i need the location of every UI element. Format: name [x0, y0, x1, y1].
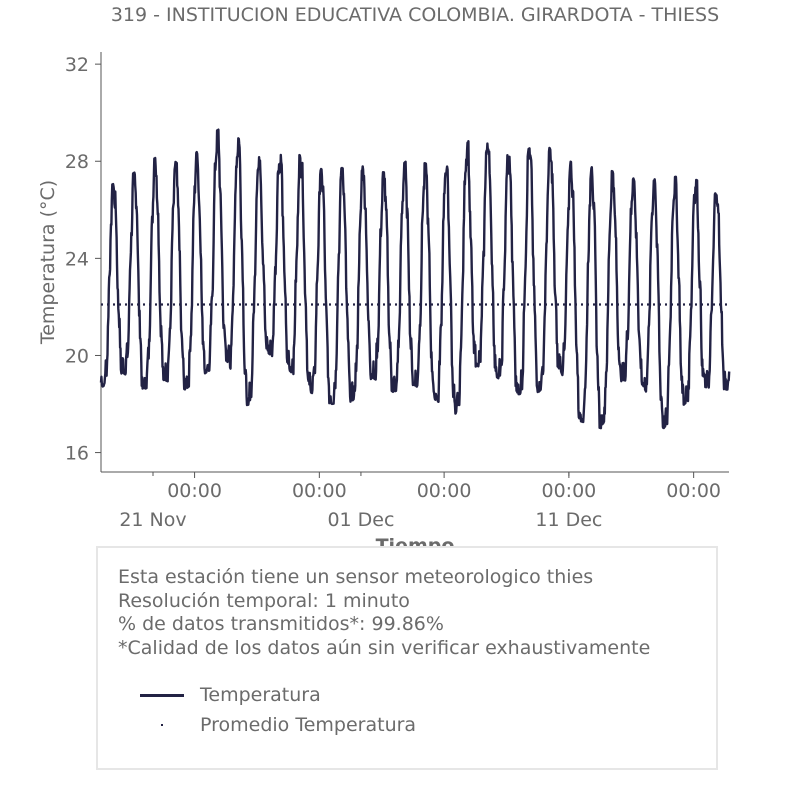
- legend-item-temperatura: [140, 680, 416, 710]
- y-tick-label: 32: [64, 54, 89, 77]
- y-tick-label: 24: [64, 248, 89, 271]
- y-tick-label: 16: [64, 442, 89, 465]
- legend-label-temperatura: Temperatura: [200, 684, 321, 706]
- x-tick-label: 00:00: [291, 480, 347, 502]
- legend-dot-icon: [140, 715, 200, 735]
- series-temperatura-line: [101, 130, 729, 429]
- x-ticks: [119, 472, 721, 531]
- plot-area: [65, 52, 729, 531]
- info-panel: [96, 546, 718, 770]
- info-line-resolution: Resolución temporal: 1 minuto: [118, 589, 410, 612]
- x-tick-label: 00:00: [416, 480, 472, 502]
- info-line-sensor: Esta estación tiene un sensor meteorologico thies: [118, 566, 594, 588]
- legend-line-icon: [140, 685, 200, 705]
- y-tick-label: 28: [64, 151, 89, 174]
- legend-label-promedio: Promedio Temperatura: [200, 714, 417, 736]
- x-tick-label: 00:00: [666, 480, 722, 502]
- y-tick-label: 20: [64, 345, 89, 368]
- info-text: [118, 566, 650, 660]
- legend-item-promedio: [140, 710, 416, 740]
- x-date-label: 01 Dec: [327, 509, 395, 531]
- legend: [140, 680, 416, 740]
- y-ticks: [65, 54, 101, 464]
- x-tick-label: 00:00: [167, 480, 222, 502]
- x-date-label: 11 Dec: [535, 509, 603, 531]
- x-tick-label: 00:00: [541, 480, 597, 502]
- y-axis-label: Temperatura (°C): [37, 179, 59, 345]
- x-date-label: 21 Nov: [119, 509, 187, 531]
- chart-title: 319 - INSTITUCION EDUCATIVA COLOMBIA. GIRARDOTA - THIESS: [110, 4, 720, 26]
- info-line-quality: *Calidad de los datos aún sin verificar exhaustivamente: [118, 636, 651, 659]
- series-group: [101, 130, 729, 429]
- info-line-transmitted: % de datos transmitidos*: 99.86%: [118, 613, 444, 635]
